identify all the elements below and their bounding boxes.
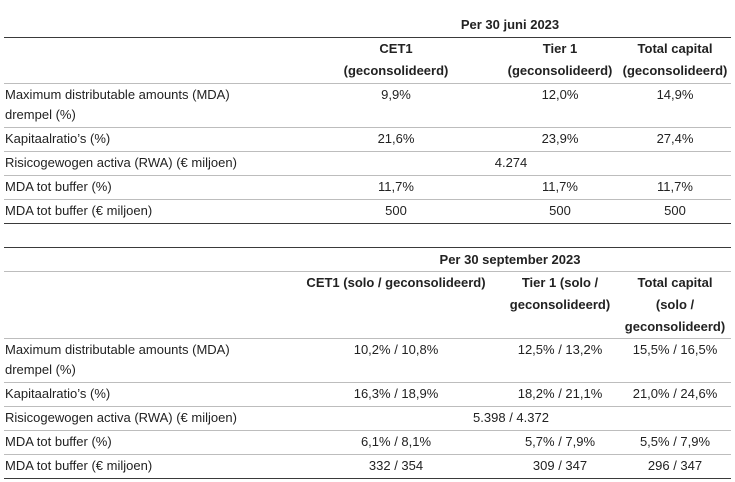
divider bbox=[4, 247, 731, 248]
divider bbox=[4, 37, 731, 38]
table1-cell: 500 bbox=[385, 203, 407, 218]
table1-col-tier1: Tier 1 bbox=[542, 41, 578, 56]
table1-cell: 500 bbox=[549, 203, 571, 218]
divider bbox=[4, 223, 731, 224]
table2-cell: 18,2% / 21,1% bbox=[517, 386, 603, 401]
table2-row-label: Risicogewogen activa (RWA) (€ miljoen) bbox=[5, 410, 237, 425]
table2-row-label: MDA tot buffer (%) bbox=[5, 434, 112, 449]
table2-cell: 296 / 347 bbox=[647, 458, 703, 473]
table2-cell: 309 / 347 bbox=[532, 458, 588, 473]
divider bbox=[4, 127, 731, 128]
table2-cell-rwa: 5.398 / 4.372 bbox=[473, 410, 549, 425]
table2-cell: 15,5% / 16,5% bbox=[632, 342, 718, 357]
table1-cell: 21,6% bbox=[377, 131, 415, 146]
table1-period-heading: Per 30 juni 2023 bbox=[460, 17, 560, 32]
table2-row-label: Kapitaalratio’s (%) bbox=[5, 386, 111, 401]
table2-cell: 10,2% / 10,8% bbox=[353, 342, 439, 357]
table1-cell: 12,0% bbox=[541, 87, 579, 102]
table2-col-total: Total capital bbox=[637, 275, 713, 290]
table1-col-cet1: CET1 bbox=[379, 41, 413, 56]
table2-cell: 332 / 354 bbox=[368, 458, 424, 473]
table1-col-total-sub: (geconsolideerd) bbox=[622, 63, 728, 78]
table1-row-label: MDA tot buffer (€ miljoen) bbox=[5, 203, 153, 218]
table1-col-cet1-sub: (geconsolideerd) bbox=[343, 63, 449, 78]
table1-cell: 9,9% bbox=[381, 87, 411, 102]
divider bbox=[4, 151, 731, 152]
table1-row-label: Risicogewogen activa (RWA) (€ miljoen) bbox=[5, 155, 237, 170]
table1-cell: 27,4% bbox=[656, 131, 694, 146]
table1-cell: 11,7% bbox=[378, 179, 414, 194]
divider bbox=[4, 175, 731, 176]
table2-cell: 5,7% / 7,9% bbox=[524, 434, 596, 449]
table2-cell: 5,5% / 7,9% bbox=[639, 434, 711, 449]
divider bbox=[4, 199, 731, 200]
table2-cell: 6,1% / 8,1% bbox=[360, 434, 432, 449]
table1-row-label: Maximum distributable amounts (MDA) bbox=[5, 87, 230, 102]
table2-cell: 16,3% / 18,9% bbox=[353, 386, 439, 401]
table1-cell: 14,9% bbox=[656, 87, 694, 102]
table1-row-label: Kapitaalratio’s (%) bbox=[5, 131, 111, 146]
table2-period-heading: Per 30 september 2023 bbox=[439, 252, 581, 267]
table2-col-total-sub2: geconsolideerd) bbox=[624, 319, 726, 334]
divider bbox=[4, 478, 731, 479]
table2-cell: 21,0% / 24,6% bbox=[632, 386, 718, 401]
divider bbox=[4, 83, 731, 84]
table2-row-label: MDA tot buffer (€ miljoen) bbox=[5, 458, 153, 473]
table2-row-label: Maximum distributable amounts (MDA) bbox=[5, 342, 230, 357]
table2-cell: 12,5% / 13,2% bbox=[517, 342, 603, 357]
table1-cell: 500 bbox=[664, 203, 686, 218]
table1-row-label: MDA tot buffer (%) bbox=[5, 179, 112, 194]
divider bbox=[4, 406, 731, 407]
table1-cell: 11,7% bbox=[542, 179, 578, 194]
table1-cell-rwa: 4.274 bbox=[494, 155, 528, 170]
divider bbox=[4, 430, 731, 431]
table1-col-total: Total capital bbox=[637, 41, 713, 56]
divider bbox=[4, 454, 731, 455]
table1-col-tier1-sub: (geconsolideerd) bbox=[507, 63, 613, 78]
divider bbox=[4, 338, 731, 339]
table2-col-cet1: CET1 (solo / geconsolideerd) bbox=[306, 275, 486, 290]
table2-col-total-sub: (solo / bbox=[655, 297, 695, 312]
table2-col-tier1-sub: geconsolideerd) bbox=[509, 297, 611, 312]
table2-col-tier1: Tier 1 (solo / bbox=[521, 275, 599, 290]
table1-cell: 11,7% bbox=[657, 179, 693, 194]
table2-row-label: drempel (%) bbox=[5, 362, 76, 377]
divider bbox=[4, 382, 731, 383]
table1-row-label: drempel (%) bbox=[5, 107, 76, 122]
divider bbox=[4, 271, 731, 272]
table1-cell: 23,9% bbox=[541, 131, 579, 146]
